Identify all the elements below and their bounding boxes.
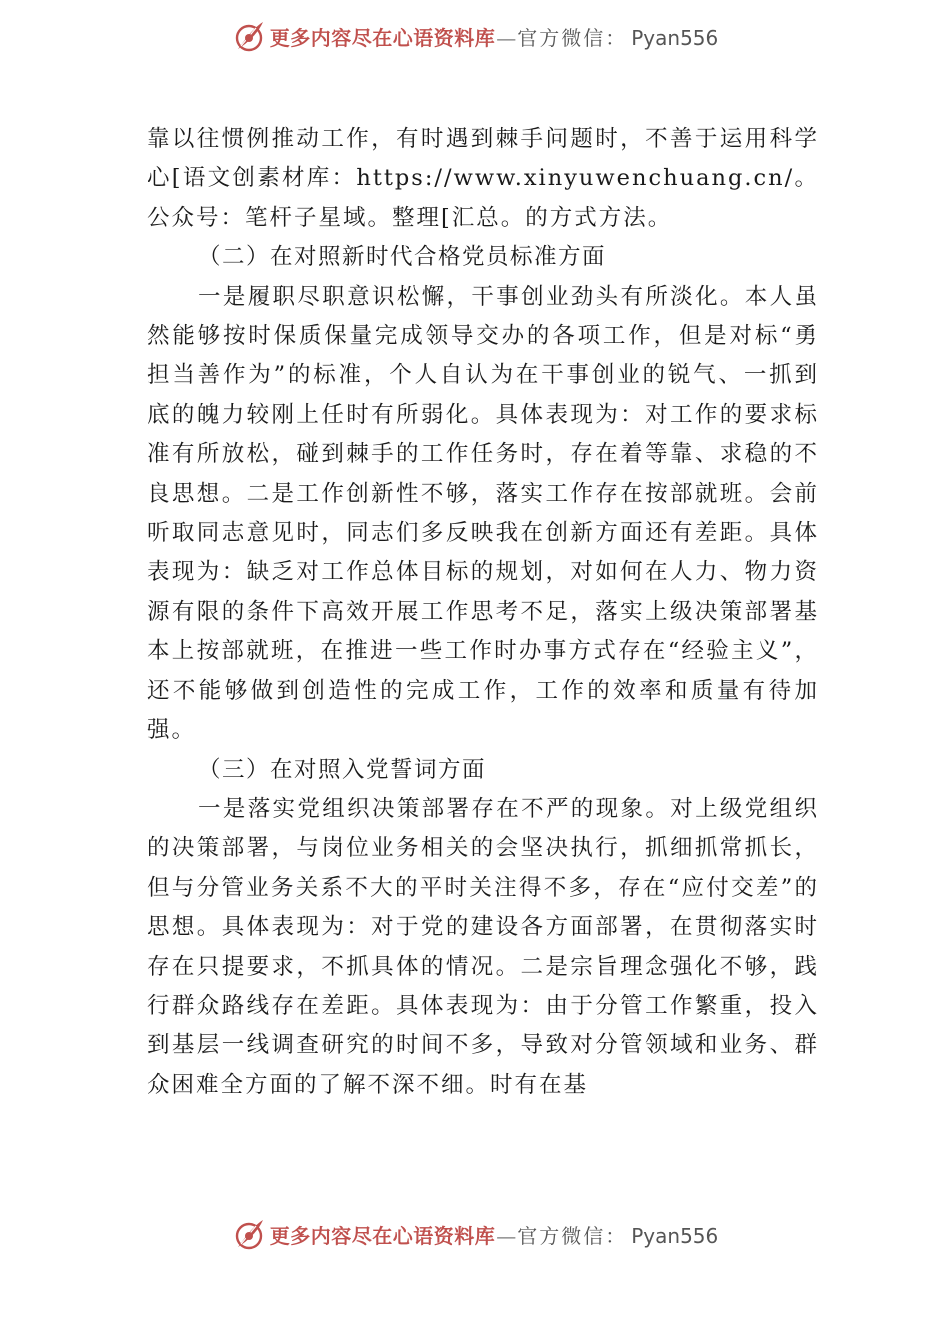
quill-pen-logo-icon — [232, 19, 266, 53]
document-body — [147, 120, 819, 1105]
footer-banner — [0, 1212, 950, 1256]
paragraph-section-two: 一是履职尽职意识松懈，干事创业劲头有所淡化。本人虽然能够按时保质保量完成领导交办的各项工作，但是对标“勇担当善作为”的标准，个人自认为在干事创业的锐气、一抓到底的魄力较刚上任时有所弱化。具体表现为：对工作的要求标准有所放松，碰到棘手的工作任务时，存在着等靠、求稳的不良思想。二是工作创新性不够，落实工作存在按部就班。会前听取同志意见时，同志们多反映我在创新方面还有差距。具体表现为：缺乏对工作总体目标的规划，对如何在人力、物力资源有限的条件下高效开展工作思考不足，落实上级决策部署基本上按部就班，在推进一些工作时办事方式存在“经验主义”，还不能够做到创造性的完成工作，工作的效率和质量有待加强。 — [147, 283, 819, 744]
footer-separator: — — [496, 1223, 517, 1248]
section-heading-three: （三）在对照入党誓词方面 — [198, 756, 487, 783]
header-separator: — — [496, 25, 517, 50]
section-heading-two: （二）在对照新时代合格党员标准方面 — [198, 244, 607, 271]
header-wechat-id: Pyan556 — [631, 25, 719, 50]
quill-pen-logo-icon — [232, 1217, 266, 1251]
footer-wechat-id: Pyan556 — [631, 1223, 719, 1248]
paragraph-continued: 靠以往惯例推动工作，有时遇到棘手问题时，不善于运用科学心[语文创素材库：https://www.xinyuwenchuang.cn/。公众号：笔杆子星域。整理[汇总。的方式方法。 — [147, 126, 819, 231]
footer-brand-text: 更多内容尽在心语资料库 — [269, 1223, 496, 1248]
header-brand-text: 更多内容尽在心语资料库 — [269, 25, 496, 50]
header-banner — [0, 14, 950, 58]
header-official-label: 官方微信： — [517, 25, 628, 50]
paragraph-section-three: 一是落实党组织决策部署存在不严的现象。对上级党组织的决策部署，与岗位业务相关的会坚决执行，抓细抓常抓长，但与分管业务关系不大的平时关注得不多，存在“应付交差”的思想。具体表现为：对于党的建设各方面部署，在贯彻落实时存在只提要求，不抓具体的情况。二是宗旨理念强化不够，践行群众路线存在差距。具体表现为：由于分管工作繁重，投入到基层一线调查研究的时间不多，导致对分管领域和业务、群众困难全方面的了解不深不细。时有在基 — [147, 795, 819, 1098]
footer-official-label: 官方微信： — [517, 1223, 628, 1248]
